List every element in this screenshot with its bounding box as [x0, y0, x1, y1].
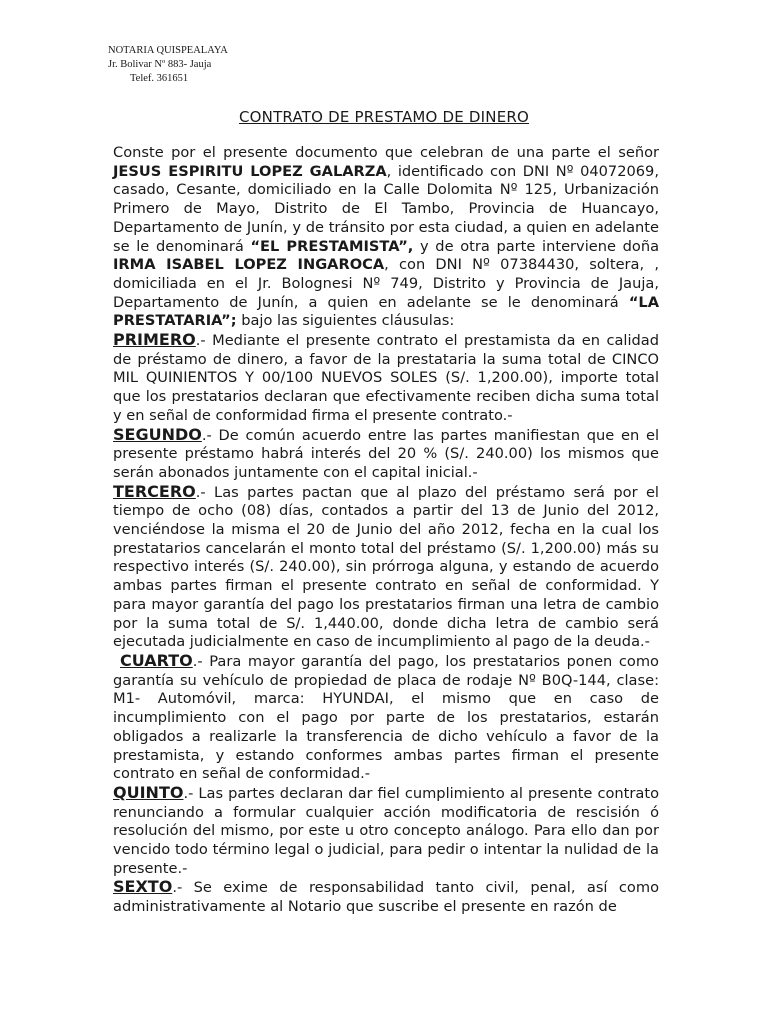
lender-alias: “EL PRESTAMISTA”,: [250, 237, 414, 255]
lender-name: JESUS ESPIRITU LOPEZ GALARZA: [113, 162, 387, 180]
clause-quinto: [113, 784, 659, 879]
clause-text: .- Se exime de responsabilidad tanto civil, penal, así como administrativamente al Notario que suscribe el presente en razón de: [113, 879, 659, 916]
clause-heading: TERCERO: [113, 481, 196, 501]
borrower-alias: “LA PRESTATARIA”;: [113, 293, 659, 330]
clause-heading: PRIMERO: [113, 330, 196, 350]
intro-text-3: y de otra parte interviene doña: [413, 237, 660, 255]
clause-text: .- Mediante el presente contrato el prestamista da en calidad de préstamo de dinero, a favor de la prestataria la suma total de CINCO MIL QUINIENTOS Y 00/100 NUEVOS SOLES (S/. 1,200.00), importe total que los prestatarios declaran que efectivamente reciben dicha suma total y en señal de conformidad firma el presente contrato.-: [113, 332, 659, 424]
notary-address: Jr. Bolivar Nº 883- Jauja: [108, 59, 212, 70]
letterhead: [108, 44, 228, 86]
intro-paragraph: [113, 144, 659, 331]
clause-heading: CUARTO: [120, 650, 193, 670]
document-body: [113, 144, 659, 917]
clause-primero: [113, 331, 659, 426]
clause-heading: SEGUNDO: [113, 424, 202, 444]
clause-text: .- Las partes declaran dar fiel cumplimiento al presente contrato renunciando a formular cualquier acción modificatoria de rescisión ó resolución del mismo, por este u otro concepto análogo. Para ello dan por vencido todo término legal o judicial, para pedir o intentar la nulidad de la presente.-: [113, 784, 659, 877]
document-title: CONTRATO DE PRESTAMO DE DINERO: [238, 108, 530, 126]
borrower-name: IRMA ISABEL LOPEZ INGAROCA: [113, 256, 385, 274]
intro-text-4: , con DNI Nº 07384430, soltera, , domiciliada en el Jr. Bolognesi Nº 749, Distrito y Provincia de Jauja, Departamento de Junín, a quien en adelante se le denominará: [113, 256, 659, 311]
clause-heading: SEXTO: [113, 877, 173, 897]
clause-heading: QUINTO: [113, 782, 184, 802]
intro-text-2: , identificado con DNI Nº 04072069, casado, Cesante, domiciliado en la Calle Dolomita Nº 125, Urbanización Primero de Mayo, Distrito de El Tambo, Provincia de Huancayo, Departamento de Junín, y de tránsito por esta ciudad, a quien en adelante se le denominará: [113, 162, 659, 255]
clause-text: .- Las partes pactan que al plazo del préstamo será por el tiempo de ocho (08) días, contados a partir del 13 de Junio del 2012, venciéndose la misma el 20 de Junio del año 2012, fecha en la cual los prestatarios cancelarán el monto total del préstamo (S/. 1,200.00) más su respectivo interés (S/. 240.00), sin prórroga alguna, y estando de acuerdo ambas partes firman el presente contrato en señal de conformidad. Y para mayor garantía del pago los prestatarios firman una letra de cambio por la suma total de S/. 1,440.00, donde dicha letra de cambio será ejecutada judicialmente en caso de incumplimiento al pago de la deuda.-: [113, 483, 659, 651]
clause-tercero: [113, 483, 659, 652]
clause-sexto: [113, 878, 659, 916]
notary-phone: Telef. 361651: [130, 73, 189, 84]
intro-text-1: Conste por el presente documento que celebran de una parte el señor: [113, 144, 659, 161]
clause-cuarto: [113, 652, 659, 784]
clause-text: .- Para mayor garantía del pago, los prestatarios ponen como garantía su vehículo de propiedad de placa de rodaje Nº B0Q-144, clase: M1- Automóvil, marca: HYUNDAI, el mismo que en caso de incumplimiento con el pago por parte de los prestatarios, estarán obligados a realizarle la transferencia de dicho vehículo a favor de la prestamista, y estando conformes ambas partes firman el presente contrato en señal de conformidad.-: [113, 652, 659, 783]
clause-text: .- De común acuerdo entre las partes manifiestan que en el presente préstamo habrá interés del 20 % (S/. 240.00) los mismos que serán abonados juntamente con el capital inicial.-: [113, 426, 659, 481]
clause-segundo: [113, 426, 659, 483]
intro-text-5: bajo las siguientes cláusulas:: [236, 312, 455, 330]
notary-name: NOTARIA QUISPEALAYA: [108, 45, 228, 56]
